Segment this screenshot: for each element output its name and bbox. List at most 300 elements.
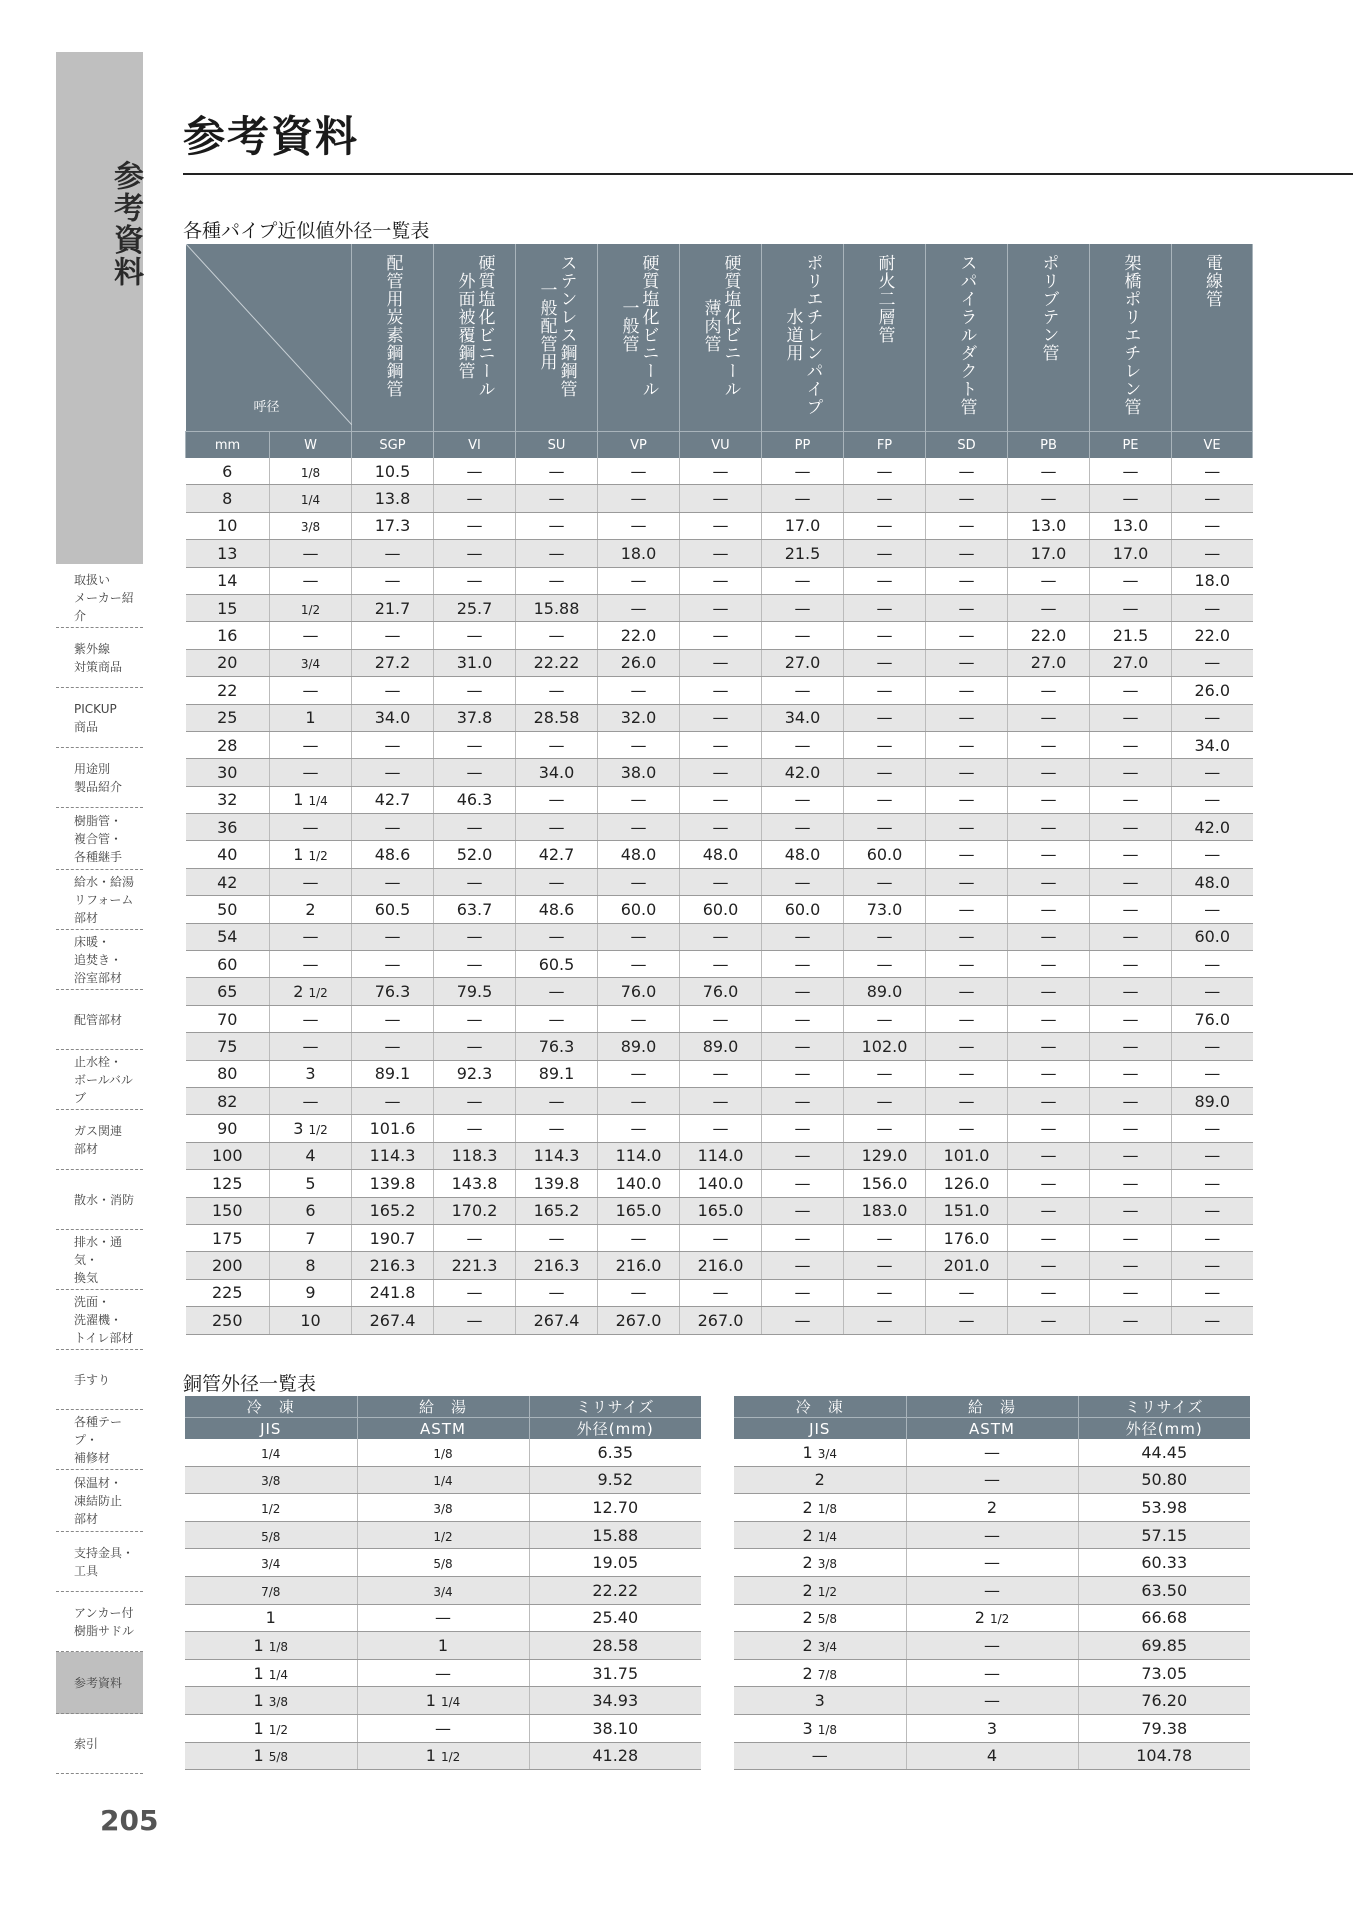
sidebar-section-label: 参考資料: [108, 160, 143, 288]
table-cell: —: [680, 512, 762, 539]
table-cell: —: [844, 1279, 926, 1306]
table-cell: —: [926, 458, 1008, 485]
table-cell: 9.52: [529, 1466, 701, 1494]
table-cell: —: [1090, 704, 1172, 731]
table-cell: —: [352, 759, 434, 786]
table-cell: —: [844, 677, 926, 704]
table-cell: 25.7: [434, 594, 516, 621]
table-cell: 38.10: [529, 1714, 701, 1742]
table-cell: 10: [186, 512, 270, 539]
table-cell: —: [1090, 1142, 1172, 1169]
table-row: [186, 1115, 1253, 1142]
table-cell: 1/8: [270, 458, 352, 485]
table-cell: —: [434, 1087, 516, 1114]
table-cell: —: [434, 512, 516, 539]
table-row: [185, 1494, 701, 1522]
table-cell: 2 1/2: [906, 1604, 1078, 1632]
table-cell: —: [1172, 1279, 1253, 1306]
table-row: [186, 1279, 1253, 1306]
table-cell: —: [762, 594, 844, 621]
sidebar-item[interactable]: [56, 1050, 143, 1110]
pipe-type-label: 架橋ポリエチレン管: [1120, 254, 1141, 416]
sidebar-item[interactable]: [56, 748, 143, 808]
table-cell: 1: [185, 1604, 357, 1632]
sidebar-item[interactable]: [56, 990, 143, 1050]
table-cell: —: [1008, 868, 1090, 895]
table-cell: —: [762, 923, 844, 950]
table-cell: 48.0: [598, 841, 680, 868]
table-cell: —: [926, 1033, 1008, 1060]
table-cell: —: [926, 485, 1008, 512]
table-cell: —: [844, 458, 926, 485]
table-cell: —: [926, 896, 1008, 923]
table-cell: —: [1090, 978, 1172, 1005]
table-cell: 28.58: [529, 1632, 701, 1660]
table-cell: 48.0: [762, 841, 844, 868]
sidebar-item-label: 各種テープ・ 補修材: [74, 1414, 123, 1465]
table-cell: 44.45: [1078, 1439, 1250, 1466]
table-cell: —: [680, 1224, 762, 1251]
column-code: SU: [516, 432, 598, 459]
table-cell: 2 5/8: [734, 1604, 906, 1632]
table-cell: 200: [186, 1252, 270, 1279]
table-cell: 140.0: [598, 1170, 680, 1197]
table-cell: 63.7: [434, 896, 516, 923]
table-row: [734, 1659, 1250, 1687]
table-cell: —: [598, 512, 680, 539]
table-cell: —: [598, 923, 680, 950]
sidebar-item[interactable]: [56, 1652, 143, 1714]
table-row: [185, 1632, 701, 1660]
table-cell: 9: [270, 1279, 352, 1306]
table-cell: —: [762, 1279, 844, 1306]
table-cell: —: [1008, 1279, 1090, 1306]
table-cell: —: [270, 1005, 352, 1032]
table-cell: 150: [186, 1197, 270, 1224]
table-cell: 25.40: [529, 1604, 701, 1632]
table-cell: 151.0: [926, 1197, 1008, 1224]
table-cell: —: [1008, 1224, 1090, 1251]
table-cell: —: [844, 951, 926, 978]
page-number: 205: [100, 1804, 159, 1837]
table-cell: 3: [270, 1060, 352, 1087]
table-cell: 76.0: [1172, 1005, 1253, 1032]
table-cell: 104.78: [1078, 1742, 1250, 1770]
table-cell: —: [434, 1307, 516, 1334]
table-cell: 102.0: [844, 1033, 926, 1060]
pipe-type-label: ステンレス鋼鋼管 一般配管用: [536, 254, 577, 398]
table-cell: —: [926, 704, 1008, 731]
table-cell: —: [926, 1060, 1008, 1087]
table-cell: —: [906, 1466, 1078, 1494]
table-cell: —: [434, 1115, 516, 1142]
table-row: [734, 1439, 1250, 1466]
table-cell: 17.0: [762, 512, 844, 539]
table-cell: —: [1172, 841, 1253, 868]
table-row: [186, 923, 1253, 950]
table-cell: —: [516, 540, 598, 567]
table-cell: 8: [186, 485, 270, 512]
table-cell: —: [1172, 1170, 1253, 1197]
table-cell: —: [680, 786, 762, 813]
table-cell: —: [434, 540, 516, 567]
table-cell: —: [762, 786, 844, 813]
table-cell: 267.0: [598, 1307, 680, 1334]
table-cell: —: [434, 1279, 516, 1306]
table-cell: —: [352, 868, 434, 895]
table-cell: —: [906, 1576, 1078, 1604]
table-cell: —: [357, 1604, 529, 1632]
table-row: [734, 1521, 1250, 1549]
table-cell: 41.28: [529, 1742, 701, 1770]
table-cell: —: [844, 1307, 926, 1334]
table-cell: 89.0: [680, 1033, 762, 1060]
table-cell: —: [680, 1060, 762, 1087]
sidebar-item[interactable]: [56, 568, 143, 628]
sidebar-item[interactable]: [56, 808, 143, 870]
table-cell: 3: [734, 1687, 906, 1715]
table-cell: 42.7: [516, 841, 598, 868]
table-cell: —: [1008, 1060, 1090, 1087]
table-cell: —: [434, 951, 516, 978]
table-cell: —: [1008, 1005, 1090, 1032]
pipe-type-header: [844, 244, 926, 432]
column-code: VI: [434, 432, 516, 459]
table-cell: 101.6: [352, 1115, 434, 1142]
table-cell: 36: [186, 814, 270, 841]
table-cell: —: [352, 731, 434, 758]
sidebar-item[interactable]: [56, 688, 143, 748]
table-cell: 63.50: [1078, 1576, 1250, 1604]
sidebar-item[interactable]: [56, 628, 143, 688]
table-cell: —: [680, 951, 762, 978]
table-cell: —: [357, 1714, 529, 1742]
table-cell: 60.0: [844, 841, 926, 868]
sidebar-item[interactable]: [56, 1350, 143, 1410]
table-cell: —: [926, 677, 1008, 704]
table-cell: —: [926, 814, 1008, 841]
table-cell: —: [434, 759, 516, 786]
table-cell: —: [1008, 896, 1090, 923]
table-cell: 27.0: [762, 649, 844, 676]
table-cell: 53.98: [1078, 1494, 1250, 1522]
table-cell: 25: [186, 704, 270, 731]
copper-table-left: [185, 1396, 701, 1770]
table-cell: 114.3: [516, 1142, 598, 1169]
table-cell: —: [434, 1005, 516, 1032]
table-cell: —: [1172, 1252, 1253, 1279]
copper-header-cell: 冷 凍: [185, 1396, 357, 1418]
table-cell: 32: [186, 786, 270, 813]
column-code: VU: [680, 432, 762, 459]
table-cell: 1/4: [357, 1466, 529, 1494]
table-row: [186, 512, 1253, 539]
sidebar-item[interactable]: [56, 1470, 143, 1532]
table-cell: —: [1172, 704, 1253, 731]
table-cell: —: [906, 1632, 1078, 1660]
sidebar-item-label: 用途別 製品紹介: [74, 761, 123, 794]
table-cell: 1 1/8: [185, 1632, 357, 1660]
table-cell: —: [762, 814, 844, 841]
sidebar-item[interactable]: [56, 1714, 143, 1774]
table-cell: —: [926, 978, 1008, 1005]
table-cell: —: [762, 1115, 844, 1142]
table-cell: 34.0: [352, 704, 434, 731]
pipe-type-label: 電線管: [1202, 254, 1222, 308]
table-cell: 34.0: [1172, 731, 1253, 758]
table-cell: 19.05: [529, 1549, 701, 1577]
table-cell: 6: [186, 458, 270, 485]
table-cell: 48.6: [352, 841, 434, 868]
column-code: VE: [1172, 432, 1253, 459]
sidebar-item-label: 樹脂管・ 複合管・ 各種継手: [74, 813, 123, 864]
pipe-type-label: 配管用炭素鋼鋼管: [382, 254, 403, 398]
table-row: [734, 1494, 1250, 1522]
table-cell: —: [926, 868, 1008, 895]
table-cell: 73.05: [1078, 1659, 1250, 1687]
sidebar-item[interactable]: [56, 870, 143, 930]
table-cell: —: [1008, 1197, 1090, 1224]
table-cell: 34.0: [516, 759, 598, 786]
table-cell: 1: [270, 704, 352, 731]
table-cell: —: [926, 1279, 1008, 1306]
sidebar-item[interactable]: [56, 1410, 143, 1470]
pipe-type-label: 硬質塩化ビニール 薄肉管: [700, 254, 741, 398]
table-cell: 2 1/4: [734, 1521, 906, 1549]
table-cell: —: [434, 1224, 516, 1251]
table-row: [185, 1549, 701, 1577]
sidebar-section-tab: [56, 52, 143, 564]
table-cell: 1: [357, 1632, 529, 1660]
pipe-type-header: [516, 244, 598, 432]
table-cell: 89.0: [844, 978, 926, 1005]
table-cell: 1 3/8: [185, 1687, 357, 1715]
copper-header-cell: 冷 凍: [734, 1396, 906, 1418]
copper-header-cell: ミリサイズ: [1078, 1396, 1250, 1418]
table-cell: —: [906, 1549, 1078, 1577]
table-cell: 225: [186, 1279, 270, 1306]
table-row: [186, 1252, 1253, 1279]
table-cell: —: [516, 923, 598, 950]
table-cell: —: [1008, 1170, 1090, 1197]
table-cell: 13: [186, 540, 270, 567]
table-cell: —: [352, 567, 434, 594]
table-row: [185, 1521, 701, 1549]
table-cell: —: [1090, 1224, 1172, 1251]
table-cell: —: [434, 731, 516, 758]
table-cell: 48.0: [1172, 868, 1253, 895]
table-cell: —: [680, 567, 762, 594]
table-cell: —: [434, 567, 516, 594]
table-cell: 22.0: [1008, 622, 1090, 649]
table-cell: —: [762, 731, 844, 758]
table-cell: 3: [906, 1714, 1078, 1742]
table-cell: —: [270, 677, 352, 704]
table-cell: 165.0: [680, 1197, 762, 1224]
title-divider: [183, 173, 1353, 175]
table-cell: 101.0: [926, 1142, 1008, 1169]
table-cell: —: [926, 923, 1008, 950]
sidebar-item[interactable]: [56, 1290, 143, 1350]
column-code: FP: [844, 432, 926, 459]
table-cell: 3/4: [357, 1576, 529, 1604]
table-cell: —: [680, 540, 762, 567]
sidebar-item-label: 取扱い メーカー紹介: [74, 572, 134, 623]
table-cell: —: [762, 567, 844, 594]
table-cell: 21.5: [762, 540, 844, 567]
copper-header-cell: 外径(mm): [1078, 1418, 1250, 1440]
pipe-type-label: 硬質塩化ビニール 一般管: [618, 254, 659, 398]
table-row: [185, 1604, 701, 1632]
table-cell: 27.0: [1008, 649, 1090, 676]
table-row: [186, 1307, 1253, 1334]
table-cell: —: [762, 1033, 844, 1060]
table-cell: 89.1: [516, 1060, 598, 1087]
table-cell: —: [926, 594, 1008, 621]
corner-header: [186, 244, 352, 432]
table-cell: 80: [186, 1060, 270, 1087]
sidebar-item-label: 給水・給湯 リフォーム 部材: [74, 874, 135, 925]
table-cell: 48.6: [516, 896, 598, 923]
table-cell: 2: [270, 896, 352, 923]
table-cell: —: [598, 814, 680, 841]
table-cell: 89.1: [352, 1060, 434, 1087]
table-row: [734, 1576, 1250, 1604]
table-cell: 2 1/2: [734, 1576, 906, 1604]
table-cell: —: [734, 1742, 906, 1770]
table-cell: 250: [186, 1307, 270, 1334]
table-cell: —: [1172, 594, 1253, 621]
table-cell: 3/4: [270, 649, 352, 676]
sidebar-item-label: ガス関連 部材: [74, 1123, 123, 1156]
table-cell: —: [844, 622, 926, 649]
sidebar-item[interactable]: [56, 1532, 143, 1592]
table-cell: —: [680, 704, 762, 731]
sidebar-item[interactable]: [56, 1592, 143, 1652]
table-cell: —: [598, 951, 680, 978]
table-cell: 190.7: [352, 1224, 434, 1251]
table-cell: —: [1008, 923, 1090, 950]
table-cell: —: [844, 731, 926, 758]
table-cell: 79.38: [1078, 1714, 1250, 1742]
sidebar-item-label: 保温材・ 凍結防止 部材: [74, 1475, 123, 1526]
table-cell: —: [598, 1224, 680, 1251]
table-cell: 4: [906, 1742, 1078, 1770]
table-cell: —: [270, 951, 352, 978]
table-cell: —: [844, 814, 926, 841]
table-cell: 42: [186, 868, 270, 895]
table-cell: —: [1172, 1115, 1253, 1142]
table-cell: —: [1090, 1087, 1172, 1114]
table-cell: 60.33: [1078, 1549, 1250, 1577]
table-cell: —: [270, 868, 352, 895]
table-cell: 1/4: [270, 485, 352, 512]
table-cell: —: [844, 594, 926, 621]
column-code: VP: [598, 432, 680, 459]
table-cell: —: [357, 1659, 529, 1687]
sidebar-item[interactable]: [56, 1110, 143, 1170]
table-cell: 1 1/2: [185, 1714, 357, 1742]
copper-header-cell: JIS: [734, 1418, 906, 1440]
table-cell: 267.4: [516, 1307, 598, 1334]
table-cell: 17.3: [352, 512, 434, 539]
table-cell: 3/4: [185, 1549, 357, 1577]
table-cell: 26.0: [598, 649, 680, 676]
table-cell: 118.3: [434, 1142, 516, 1169]
table-row: [186, 622, 1253, 649]
table-cell: —: [1008, 1115, 1090, 1142]
table-cell: 60.0: [598, 896, 680, 923]
table-cell: —: [1172, 1142, 1253, 1169]
table-cell: —: [352, 923, 434, 950]
table-cell: —: [844, 1060, 926, 1087]
table-cell: —: [516, 1279, 598, 1306]
sidebar-item-label: 散水・消防: [74, 1192, 135, 1207]
table-cell: —: [1090, 594, 1172, 621]
table-cell: 216.0: [598, 1252, 680, 1279]
sidebar-item-label: 止水栓・ ボールバルブ: [74, 1054, 133, 1105]
table-cell: —: [1008, 814, 1090, 841]
table-cell: —: [926, 649, 1008, 676]
table-cell: 42.7: [352, 786, 434, 813]
table-row: [185, 1439, 701, 1466]
table-cell: 1 5/8: [185, 1742, 357, 1770]
table-row: [185, 1687, 701, 1715]
table-cell: 8: [270, 1252, 352, 1279]
table-cell: —: [1172, 1060, 1253, 1087]
table-cell: —: [516, 731, 598, 758]
table-cell: 165.0: [598, 1197, 680, 1224]
table-cell: —: [762, 1142, 844, 1169]
table-cell: —: [1090, 1060, 1172, 1087]
table-cell: —: [1172, 1307, 1253, 1334]
table-cell: —: [1090, 814, 1172, 841]
page-title: 参考資料: [183, 112, 360, 161]
sidebar-item[interactable]: [56, 1230, 143, 1290]
table-cell: —: [844, 1224, 926, 1251]
table-row: [185, 1714, 701, 1742]
column-code: PE: [1090, 432, 1172, 459]
table-cell: 156.0: [844, 1170, 926, 1197]
table-cell: 65: [186, 978, 270, 1005]
table-cell: —: [352, 1033, 434, 1060]
table-cell: 28.58: [516, 704, 598, 731]
table-cell: —: [844, 1087, 926, 1114]
table-cell: —: [598, 1060, 680, 1087]
table-cell: 139.8: [352, 1170, 434, 1197]
table-row: [186, 1060, 1253, 1087]
table-cell: —: [762, 978, 844, 1005]
table-cell: —: [516, 458, 598, 485]
table-cell: —: [844, 704, 926, 731]
sidebar-item[interactable]: [56, 930, 143, 990]
table-cell: —: [1172, 458, 1253, 485]
table-cell: 82: [186, 1087, 270, 1114]
table-cell: —: [680, 649, 762, 676]
pipe-table-title: 各種パイプ近似値外径一覧表: [183, 220, 430, 242]
table-cell: 26.0: [1172, 677, 1253, 704]
table-row: [186, 677, 1253, 704]
table-cell: 1 1/2: [357, 1742, 529, 1770]
table-cell: —: [844, 786, 926, 813]
table-cell: 165.2: [352, 1197, 434, 1224]
table-cell: 60.0: [762, 896, 844, 923]
sidebar-item[interactable]: [56, 1170, 143, 1230]
table-cell: —: [1008, 731, 1090, 758]
table-cell: 5/8: [185, 1521, 357, 1549]
table-cell: —: [1172, 540, 1253, 567]
table-cell: 267.0: [680, 1307, 762, 1334]
